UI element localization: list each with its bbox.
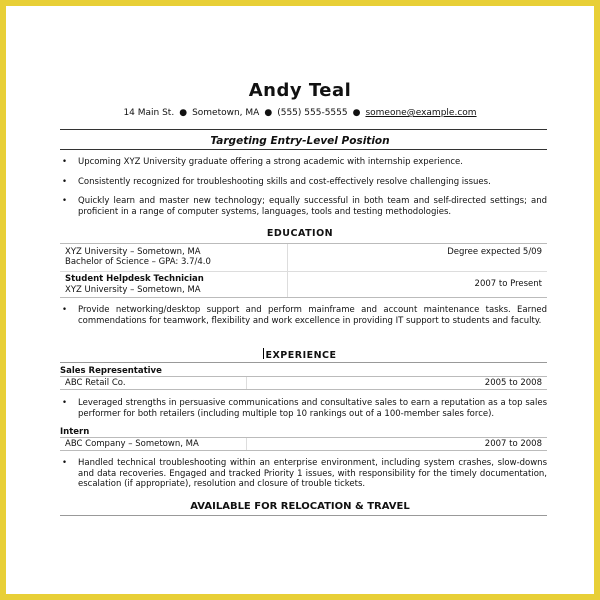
job-title: Sales Representative <box>60 366 162 376</box>
resume-name: Andy Teal <box>248 80 352 101</box>
degree-date: Degree expected 5/09 <box>447 247 542 257</box>
job-row <box>60 376 547 390</box>
table-divider <box>246 438 247 450</box>
list-item: • Provide networking/desktop support and perform mainframe and account maintenance tasks. Earned commendations for teamwork, flexibility and work excellence in providing IT support to students and faculty. <box>60 305 547 326</box>
relocation-note: AVAILABLE FOR RELOCATION & TRAVEL <box>190 501 410 512</box>
school: XYZ University – Sometown, MA <box>65 247 201 257</box>
table-divider <box>246 377 247 389</box>
address: 14 Main St. <box>123 108 175 118</box>
job-title: Intern <box>60 427 90 437</box>
education-table <box>60 243 547 298</box>
list-item: • Consistently recognized for troubleshooting skills and cost-effectively resolve challenging issues. <box>60 177 547 188</box>
email-link[interactable]: someone@example.com <box>365 108 477 118</box>
job-row <box>60 437 547 451</box>
objective-rule <box>60 149 547 150</box>
experience-rule <box>60 362 547 363</box>
experience-heading: EXPERIENCE <box>265 350 337 361</box>
summary-list <box>60 157 547 226</box>
separator-bullet: ● <box>264 108 273 118</box>
list-item: • Leveraged strengths in persuasive communications and consultative sales to earn a reputation as a top sales performer for both retailers (including multiple top 10 rankings out of a 100-member sales force). <box>60 398 547 419</box>
helpdesk-dates: 2007 to Present <box>474 279 542 289</box>
experience-heading-wrap <box>0 348 600 361</box>
footer-rule <box>60 515 547 516</box>
job-bullets <box>60 458 547 499</box>
job-dates: 2007 to 2008 <box>484 439 542 449</box>
job-company: ABC Company – Sometown, MA <box>65 439 199 449</box>
helpdesk-place: XYZ University – Sometown, MA <box>65 285 201 295</box>
separator-bullet: ● <box>179 108 188 118</box>
list-item: • Upcoming XYZ University graduate offering a strong academic with internship experience. <box>60 157 547 168</box>
header-rule <box>60 129 547 130</box>
helpdesk-list <box>60 305 547 335</box>
list-item: • Handled technical troubleshooting within an enterprise environment, including system crashes, slow-downs and data recoveries. Engaged and tracked Priority 1 issues, with responsibility for the timely documentation, escalation (if appropriate), resolution and closure of trouble tickets. <box>60 458 547 490</box>
helpdesk-title: Student Helpdesk Technician <box>65 274 204 284</box>
city: Sometown, MA <box>192 108 260 118</box>
list-item: • Quickly learn and master new technology; equally successful in both team and self-directed settings; and proficient in a range of computer systems, languages, tools and testing methodologies. <box>60 196 547 217</box>
separator-bullet: ● <box>352 108 361 118</box>
education-heading: EDUCATION <box>266 228 334 239</box>
contact-line <box>0 108 600 118</box>
phone: (555) 555-5555 <box>277 108 348 118</box>
degree: Bachelor of Science – GPA: 3.7/4.0 <box>65 257 211 267</box>
job-bullets <box>60 398 547 428</box>
table-divider <box>60 271 547 272</box>
objective-title: Targeting Entry-Level Position <box>210 135 390 147</box>
job-dates: 2005 to 2008 <box>484 378 542 388</box>
job-company: ABC Retail Co. <box>65 378 126 388</box>
